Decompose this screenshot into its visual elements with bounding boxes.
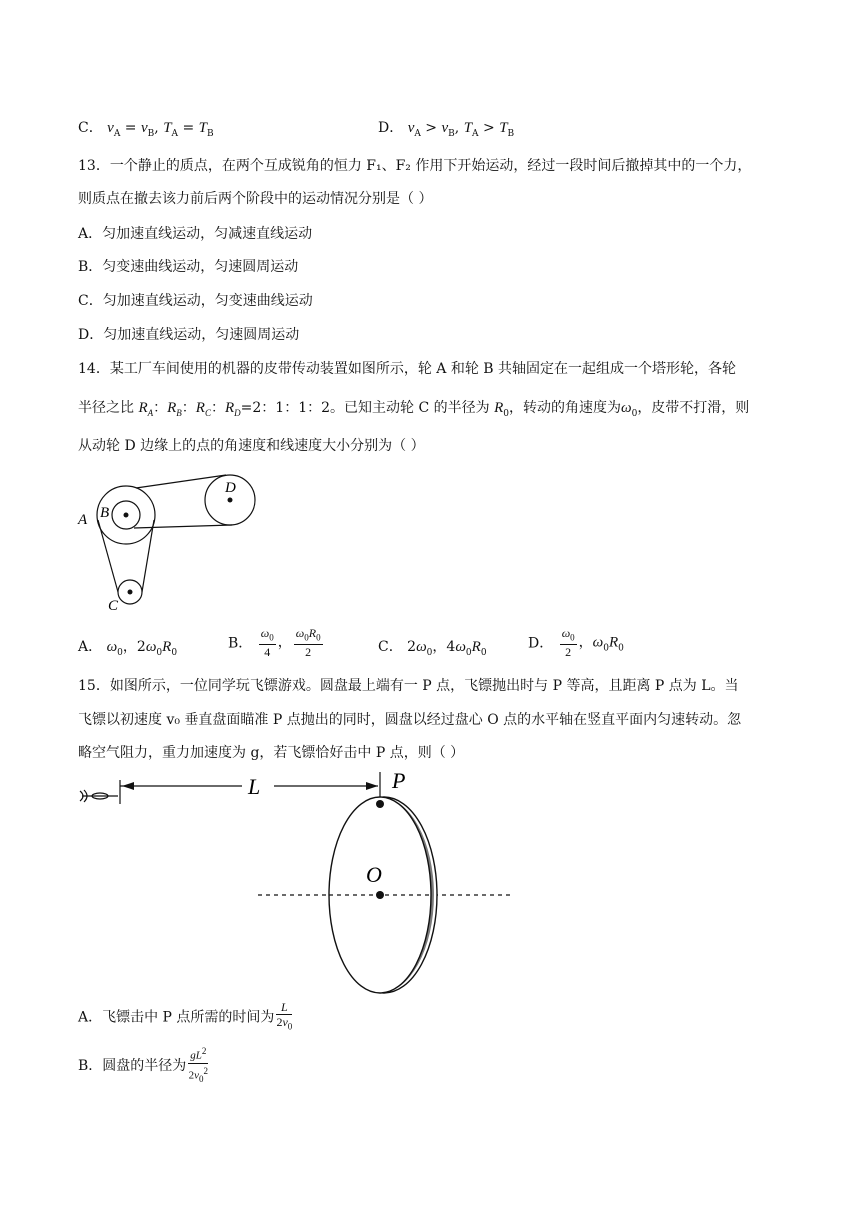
label-c: C — [108, 598, 119, 610]
axle-c — [128, 590, 133, 595]
q12-option-c: C． $v_A = v_B$, $T_A = T_B$ — [78, 120, 214, 139]
q14-stem-line3: 从动轮 D 边缘上的点的角速度和线速度大小分别为（ ） — [78, 438, 425, 454]
q13-stem-line1: 13．一个静止的质点，在两个互成锐角的恒力 F₁、F₂ 作用下开始运动，经过一段时间后撤掉其中的一个力， — [78, 158, 752, 174]
q13-stem-line2: 则质点在撤去该力前后两个阶段中的运动情况分别是（ ） — [78, 191, 433, 207]
belt-left — [98, 520, 118, 592]
belt-bottom — [134, 525, 232, 528]
label-b: B — [100, 505, 110, 521]
q15-option-a: A．飞镖击中 P 点所需的时间为 $\frac{L}{2v_0}$ — [78, 1000, 293, 1032]
q14-belt-pulley-figure — [76, 470, 266, 610]
label-d: D — [225, 480, 236, 496]
dart-icon — [80, 780, 120, 804]
q15-stem-line1: 15．如图所示，一位同学玩飞镖游戏。圆盘最上端有一 P 点，飞镖抛出时与 P 等高，且距离 P 点为 L。当 — [78, 678, 739, 694]
q13-option-a: A．匀加速直线运动，匀减速直线运动 — [78, 226, 313, 242]
q15-stem-line3: 略空气阻力，重力加速度为 g，若飞镖恰好击中 P 点，则（ ） — [78, 745, 465, 761]
label-p: P — [392, 768, 406, 793]
q15-stem-line2: 飞镖以初速度 v₀ 垂直盘面瞄准 P 点抛出的同时，圆盘以经过盘心 O 点的水平轴在竖直平面内匀速转动。忽 — [78, 712, 742, 728]
q15-dart-disk-figure — [74, 766, 524, 996]
label-l: L — [248, 774, 261, 799]
point-p — [376, 800, 384, 808]
label-a: A — [78, 512, 88, 528]
q13-option-b: B．匀变速曲线运动，匀速圆周运动 — [78, 259, 299, 275]
point-o — [376, 891, 384, 899]
axle-d — [228, 498, 233, 503]
q14-stem-line2: 半径之比 $R_A$：$R_B$：$R_C$：$R_D=2$：1：1：2。已知主动轮 C 的半径为 $R_0$，转动的角速度为$\omega_0$，皮带不打滑，则 — [78, 400, 750, 419]
q14-stem-line1: 14．某工厂车间使用的机器的皮带传动装置如图所示，轮 A 和轮 B 共轴固定在一起组成一个塔形轮，各轮 — [78, 361, 737, 377]
q13-option-d: D．匀加速直线运动，匀速圆周运动 — [78, 327, 300, 343]
q13-option-c: C．匀加速直线运动，匀变速曲线运动 — [78, 293, 313, 309]
axle-ab — [124, 513, 129, 518]
label-o: O — [366, 862, 382, 887]
q12-option-d: D． $v_A > v_B$, $T_A > T_B$ — [378, 120, 515, 139]
q14-option-c: C． $2\omega_0$，$4\omega_0R_0$ — [378, 639, 487, 658]
q14-option-d: D． $\frac{\omega_0}{2}$ ，$\omega_0R_0$ — [528, 626, 624, 660]
q14-option-b: B． $\frac{\omega_0}{4}$ ， $\frac{\omega_0R_0}{2}$ — [228, 626, 321, 660]
q15-option-b: B．圆盘的半径为 $\frac{gL^2}{2v_0^2}$ — [78, 1046, 209, 1084]
q14-option-a: A． $\omega_0$，$2\omega_0R_0$ — [78, 639, 178, 658]
belt-right — [142, 520, 154, 592]
